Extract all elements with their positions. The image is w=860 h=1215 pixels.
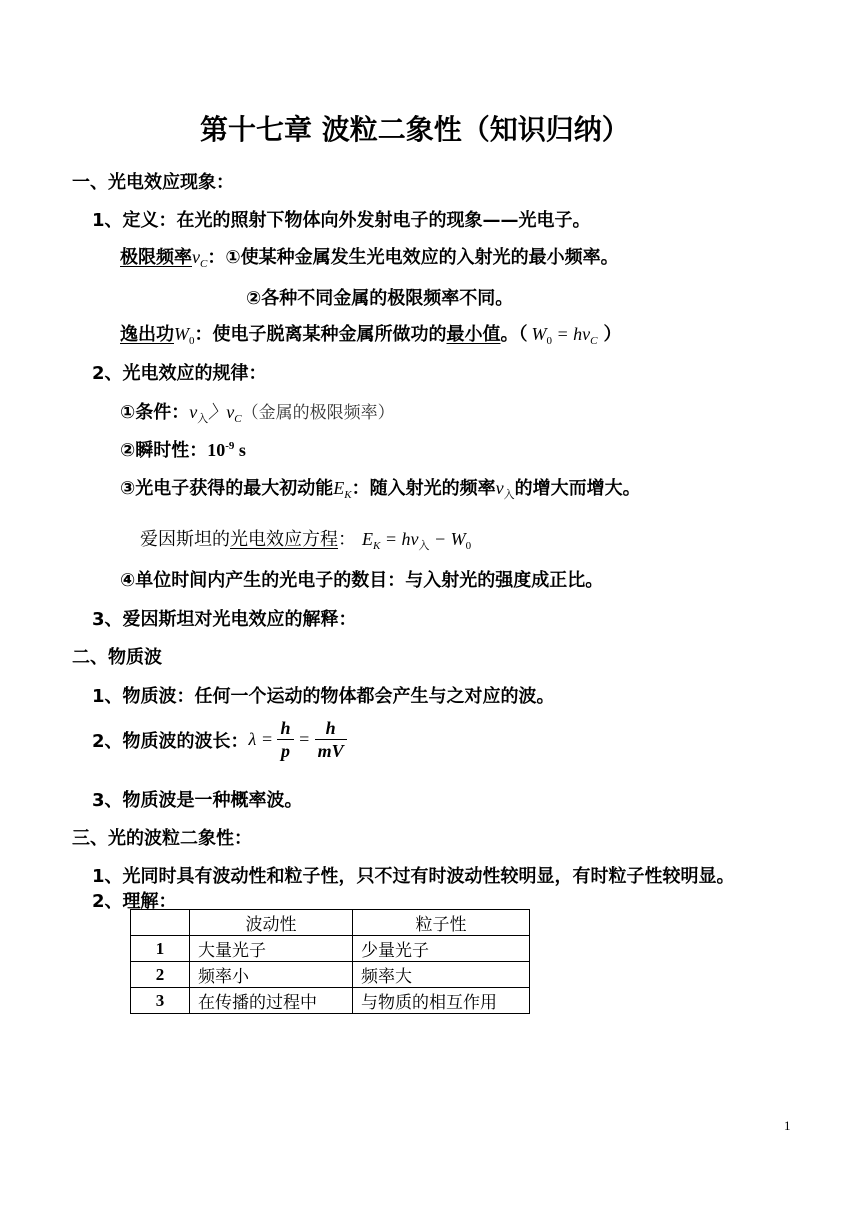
wavelength-formula: λ = xyxy=(248,729,273,749)
condition-note: （金属的极限频率） xyxy=(241,403,395,423)
duality-item-2: 2、理解： xyxy=(92,891,177,912)
work-function-paren-open: 。（ xyxy=(500,324,528,345)
max-kinetic-energy-label: ③光电子获得的最大初动能 xyxy=(120,478,334,499)
table-cell: 频率大 xyxy=(353,962,530,988)
max-kinetic-energy-line xyxy=(120,474,641,502)
cutoff-frequency-text-2: ②各种不同金属的极限频率不同。 xyxy=(246,288,514,309)
duality-item-1: 1、光同时具有波动性和粒子性，只不过有时波动性较明显，有时粒子性较明显。 xyxy=(92,866,735,887)
table-row xyxy=(131,988,530,1014)
work-function-line xyxy=(120,320,622,347)
work-function-formula: $W_0 = h\nu_C$ xyxy=(531,324,598,347)
minimum-value-text: 最小值 xyxy=(446,324,501,345)
table-cell: 频率小 xyxy=(190,962,353,988)
work-function-paren-close: ） xyxy=(603,324,622,345)
work-function-label: 逸出功 xyxy=(120,324,174,345)
section-2-heading: 二、物质波 xyxy=(72,647,162,668)
instantaneity-value: $10^{-9}$ s xyxy=(207,440,246,460)
table-cell: 3 xyxy=(131,988,190,1014)
table-row xyxy=(131,936,530,962)
matter-wave-item-2: 2、物质波的波长：λ = $\frac{h}{p}$ = $\frac{h}{mV}$ xyxy=(92,717,347,762)
work-function-symbol: $W_0$ xyxy=(174,324,195,347)
condition-formula: $\nu_入$〉$\nu_C$ xyxy=(189,402,242,425)
cutoff-frequency-label: 极限频率 xyxy=(120,247,192,268)
section-3-heading: 三、光的波粒二象性： xyxy=(72,828,252,849)
definition-text: 在光的照射下物体向外发射电子的现象——光电子。 xyxy=(176,210,591,231)
einstein-explanation-heading: 3、爱因斯坦对光电效应的解释： xyxy=(92,609,357,630)
einstein-label: 爱因斯坦的 xyxy=(140,529,230,550)
work-function-text: ：使电子脱离某种金属所做功的 xyxy=(194,324,447,345)
table-cell: 少量光子 xyxy=(353,936,530,962)
instantaneity-label: ②瞬时性： xyxy=(120,440,208,461)
page-number: 1 xyxy=(784,1118,791,1133)
duality-table xyxy=(130,909,530,1014)
fraction-h-over-p: $\frac{h}{p}$ xyxy=(277,717,293,762)
definition-line xyxy=(92,206,591,232)
einstein-equation-formula: $E_K = h\nu_入 - W_0$ xyxy=(362,529,472,552)
definition-label: 1、定义： xyxy=(92,210,177,231)
einstein-equation-line xyxy=(140,525,471,553)
einstein-colon: ： xyxy=(338,529,356,550)
einstein-equation-label: 光电效应方程 xyxy=(230,529,338,550)
cutoff-frequency-symbol: $\nu_C$ xyxy=(192,247,208,270)
table-header-cell: 粒子性 xyxy=(353,910,530,936)
instantaneity-line xyxy=(120,436,246,462)
section-1-heading: 一、光电效应现象： xyxy=(72,172,234,193)
incident-frequency-symbol: $\nu_入$ xyxy=(495,478,515,501)
table-cell: 在传播的过程中 xyxy=(190,988,353,1014)
matter-wave-item-1: 1、物质波：任何一个运动的物体都会产生与之对应的波。 xyxy=(92,686,555,707)
fraction-h-over-mv: $\frac{h}{mV}$ xyxy=(315,717,347,762)
condition-line xyxy=(120,398,395,426)
table-row xyxy=(131,962,530,988)
cutoff-frequency-line xyxy=(120,243,619,270)
matter-wave-item-3: 3、物质波是一种概率波。 xyxy=(92,790,303,811)
cutoff-frequency-text-1: ：①使某种金属发生光电效应的入射光的最小频率。 xyxy=(207,247,619,268)
table-header-row xyxy=(131,910,530,936)
rules-heading: 2、光电效应的规律： xyxy=(92,363,267,384)
table-cell: 2 xyxy=(131,962,190,988)
page-title: 第十七章 波粒二象性（知识归纳） xyxy=(200,113,630,146)
condition-label: ①条件： xyxy=(120,402,190,423)
photoelectron-count-line: ④单位时间内产生的光电子的数目：与入射光的强度成正比。 xyxy=(120,570,604,591)
table-cell: 大量光子 xyxy=(190,936,353,962)
table-header-cell: 波动性 xyxy=(190,910,353,936)
table-header-cell xyxy=(131,910,190,936)
max-kinetic-energy-text: ：随入射光的频率 xyxy=(351,478,496,499)
ek-symbol: $E_K$ xyxy=(333,478,352,501)
table-cell: 与物质的相互作用 xyxy=(353,988,530,1014)
max-kinetic-energy-text-2: 的增大而增大。 xyxy=(514,478,641,499)
wavelength-label: 2、物质波的波长： xyxy=(92,730,249,752)
table-cell: 1 xyxy=(131,936,190,962)
